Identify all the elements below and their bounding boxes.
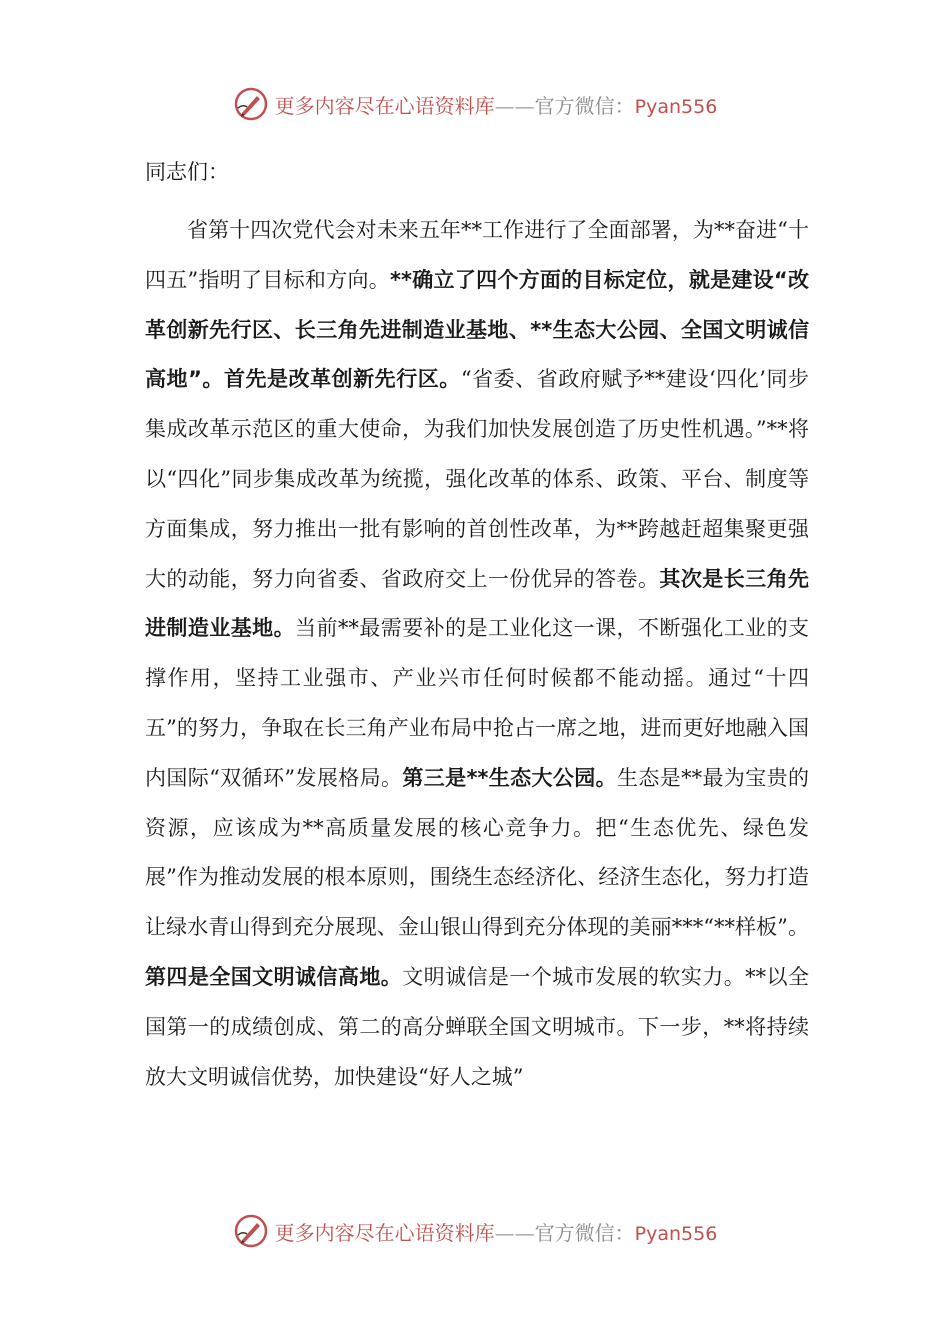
segment-3: “省委、省政府赋予**建设‘四化’同步集成改革示范区的重大使命，为我们加快发展创造了历史性机遇。”**将以“四化”同步集成改革为统揽，强化改革的体系、政策、平台、制度等方面集成，努力推出一批有影响的首创性改革，为**跨越赶超集聚更强大的动能，努力向省委、省政府交上一份优异的答卷。 — [145, 367, 809, 591]
segment-9: 文明诚信是一个城市发展的软实力。**以全国第一的成绩创成、第二的高分蝉联全国文明城市。下一步，**将持续放大文明诚信优势，加快建设“好人之城” — [145, 964, 810, 1089]
segment-8-bold: 第四是全国文明诚信高地。 — [145, 964, 403, 989]
segment-2-bold: **确立了四个方面的目标定位，就是建设“改革创新先行区、长三角先进制造业基地、**生态大公园、全国文明诚信高地”。首先是改革创新先行区。 — [145, 267, 809, 392]
footer-watermark — [0, 1211, 950, 1251]
banner-wechat-id: Pyan556 — [634, 95, 718, 118]
banner-brand: 更多内容尽在心语资料库 — [274, 1220, 495, 1245]
banner-brand: 更多内容尽在心语资料库 — [274, 93, 495, 118]
paragraph — [145, 206, 809, 1102]
document-body — [145, 150, 809, 1102]
segment-6-bold: 第三是**生态大公园。 — [402, 765, 618, 790]
segment-5: 当前**最需要补的是工业化这一课，不断强化工业的支撑作用，坚持工业强市、产业兴市任何时候都不能动摇。通过“十四五”的努力，争取在长三角产业布局中抢占一席之地，进而更好地融入国内国际“双循环”发展格局。 — [145, 616, 810, 790]
banner-dash: —— — [494, 93, 535, 118]
pen-logo-icon — [233, 86, 269, 122]
banner-dash: —— — [494, 1220, 535, 1245]
banner-label: 官方微信： — [534, 93, 635, 118]
header-watermark — [0, 84, 950, 124]
banner-label: 官方微信： — [534, 1220, 635, 1245]
segment-4-bold: 其次是长三角先进制造业基地。 — [145, 566, 810, 641]
segment-1: 省第十四次党代会对未来五年**工作进行了全面部署，为**奋进“十四五”指明了目标和方向。 — [145, 218, 809, 292]
pen-logo-icon — [233, 1213, 269, 1249]
banner-wechat-id: Pyan556 — [634, 1222, 718, 1245]
segment-7: 生态是**最为宝贵的资源，应该成为**高质量发展的核心竞争力。把“生态优先、绿色发展”作为推动发展的根本原则，围绕生态经济化、经济生态化，努力打造让绿水青山得到充分展现、金山银山得到充分体现的美丽***“**样板”。 — [145, 765, 810, 940]
salutation: 同志们： — [145, 160, 229, 184]
